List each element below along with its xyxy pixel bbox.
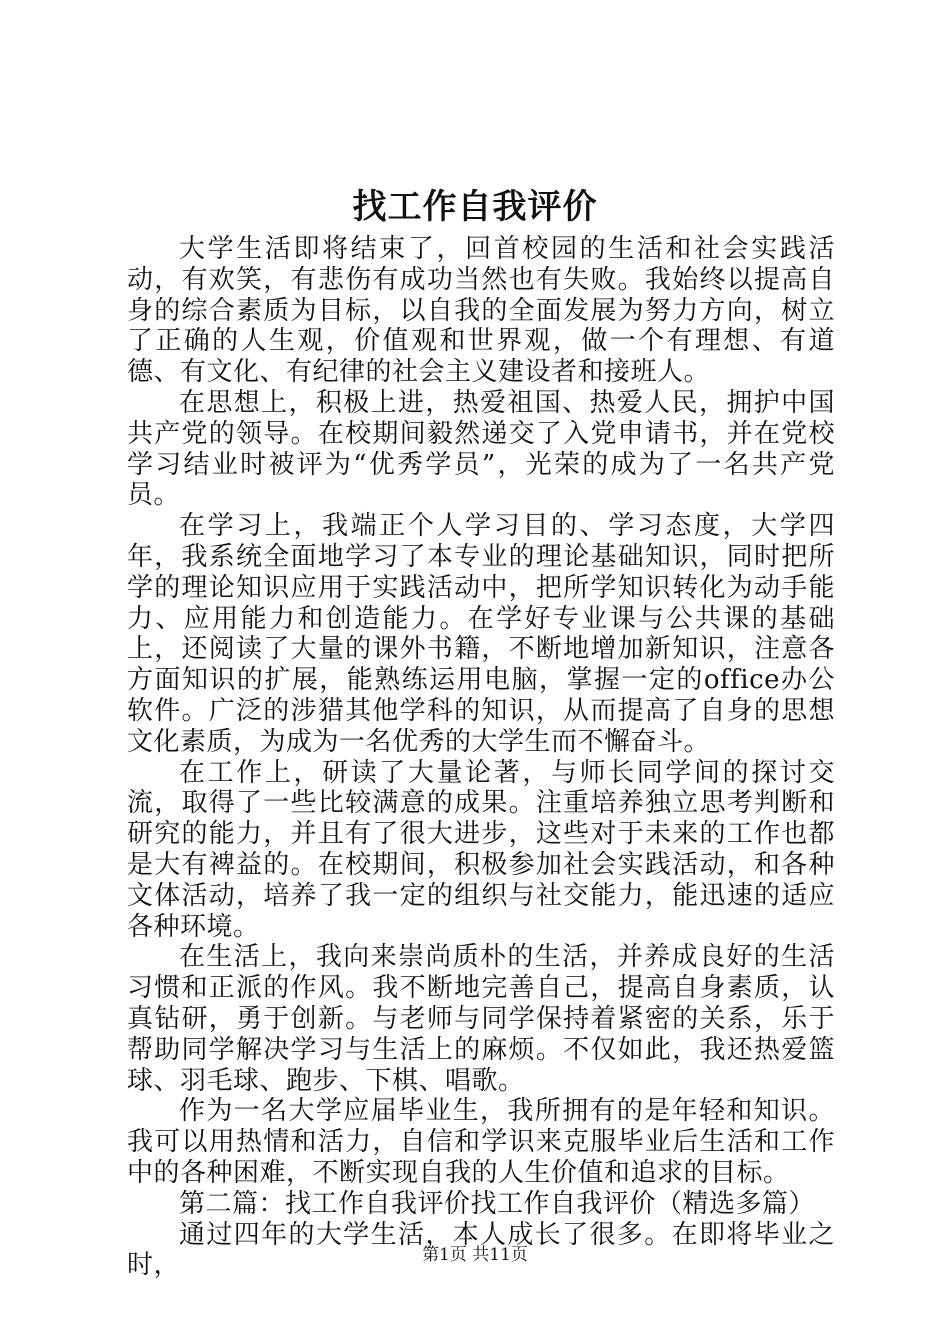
paragraph-section-two-heading: 第二篇：找工作自我评价找工作自我评价（精选多篇） — [179, 1188, 816, 1219]
paragraph-work: 在工作上，研读了大量论著，与师长同学间的探讨交流，取得了一些比较满意的成果。注重培养独立思考判断和研究的能力，并且有了很大进步，这些对于未来的工作也都是大有裨益的。在校期间，积极参加社会实践活动，和各种文体活动，培养了我一定的组织与社交能力，能迅速的适应各种环境。 — [127, 757, 835, 942]
paragraph-study: 在学习上，我端正个人学习目的、学习态度，大学四年，我系统全面地学习了本专业的理论基础知识，同时把所学的理论知识应用于实践活动中，把所学知识转化为动手能力、应用能力和创造能力。在学好专业课与公共课的基础上，还阅读了大量的课外书籍，不断地增加新知识，注意各方面知识的扩展，能熟练运用电脑，掌握一定的office办公软件。广泛的涉猎其他学科的知识，从而提高了自身的思想文化素质，为成为一名优秀的大学生而不懈奋斗。 — [127, 511, 835, 757]
paragraph-graduate: 作为一名大学应届毕业生，我所拥有的是年轻和知识。我可以用热情和活力，自信和学识来克服毕业后生活和工作中的各种困难，不断实现自我的人生价值和追求的目标。 — [127, 1096, 835, 1188]
document-body — [127, 234, 835, 1281]
paragraph-life: 在生活上，我向来崇尚质朴的生活，并养成良好的生活习惯和正派的作风。我不断地完善自己，提高自身素质，认真钻研，勇于创新。与老师与同学保持着紧密的关系，乐于帮助同学解决学习与生活上的麻烦。不仅如此，我还热爱篮球、羽毛球、跑步、下棋、唱歌。 — [127, 942, 835, 1096]
paragraph-section-two-start: 通过四年的大学生活，本人成长了很多。在即将毕业之时， — [127, 1219, 835, 1281]
page-footer — [0, 1243, 950, 1267]
paragraph-thought: 在思想上，积极上进，热爱祖国、热爱人民，拥护中国共产党的领导。在校期间毅然递交了入党申请书，并在党校学习结业时被评为“优秀学员”，光荣的成为了一名共产党员。 — [127, 387, 835, 511]
paragraph-intro: 大学生活即将结束了，回首校园的生活和社会实践活动，有欢笑，有悲伤有成功当然也有失败。我始终以提高自身的综合素质为目标，以自我的全面发展为努力方向，树立了正确的人生观，价值观和世界观，做一个有理想、有道德、有文化、有纪律的社会主义建设者和接班人。 — [127, 234, 835, 388]
document-title: 找工作自我评价 — [352, 187, 598, 227]
page-number-label: 第1页 共11页 — [422, 1245, 528, 1265]
